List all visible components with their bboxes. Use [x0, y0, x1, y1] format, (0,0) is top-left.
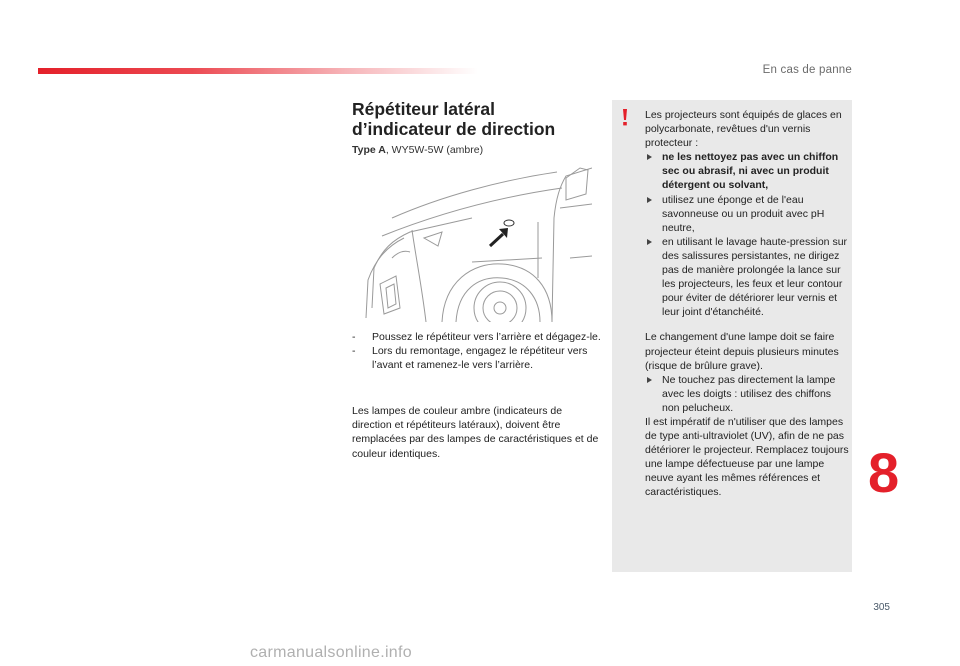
bullet-arrow-icon: [647, 154, 652, 160]
arrow-icon: [490, 228, 508, 246]
section-title-line1: Répétiteur latéral: [352, 99, 495, 119]
warning-paragraph: Il est impératif de n'utiliser que des lampes de type anti-ultraviolet (UV), afin de ne pas détériorer le projecteur. Remplacez toujours une lampe défectueuse par une lampe neuve ayant les mêmes références et caractéristiques.: [645, 415, 849, 499]
instruction-step: [352, 344, 602, 372]
header-accent-bar: [38, 68, 478, 74]
bullet-arrow-icon: [647, 377, 652, 383]
bullet-arrow-icon: [647, 239, 652, 245]
chapter-title: En cas de panne: [762, 64, 852, 76]
warning-intro: Les projecteurs sont équipés de glaces en polycarbonate, revêtues d'un vernis protecteur :: [645, 109, 842, 150]
warning-bullet-text: en utilisant le lavage haute-pression sur des salissures persistantes, ne dirigez pas de manière prolongée la lance sur les projecteurs, les feux et leur contour pour éviter de détériorer leur vernis et leur joint d'étanchéité.: [662, 235, 848, 319]
page-number: 305: [873, 602, 890, 613]
exclamation-icon: [620, 108, 630, 126]
warning-bullet: [645, 193, 850, 235]
warning-bullet: [645, 150, 850, 192]
warning-bullet: [645, 373, 850, 415]
bulb-type-label: Type A: [352, 144, 386, 156]
warning-bullet-text: utilisez une éponge et de l'eau savonneuse ou un produit avec pH neutre,: [662, 193, 825, 234]
step-dash: -: [352, 345, 356, 357]
section-title: [352, 99, 602, 139]
section-title-line2: d’indicateur de direction: [352, 119, 556, 139]
warning-bullet-text: Ne touchez pas directement la lampe avec les doigts : utilisez des chiffons non pelucheux.: [662, 373, 836, 414]
instruction-step: [352, 330, 602, 344]
bulb-type-value: , WY5W-5W (ambre): [385, 144, 484, 156]
warning-text: [645, 108, 850, 500]
amber-lamps-paragraph: Les lampes de couleur ambre (indicateurs de direction et répétiteurs latéraux), doivent être remplacées par des lampes de caractéristiques et de couleur identiques.: [352, 405, 599, 460]
warning-bullet-text: ne les nettoyez pas avec un chiffon sec ou abrasif, ni avec un produit détergent ou solvant,: [662, 151, 839, 192]
step-dash: -: [352, 331, 356, 343]
bulb-type: [352, 144, 483, 156]
step-text: Poussez le répétiteur vers l’arrière et dégagez-le.: [372, 331, 601, 343]
step-text: Lors du remontage, engagez le répétiteur vers l’avant et ramenez-le vers l’arrière.: [372, 345, 588, 371]
vehicle-side-repeater-illustration: [352, 158, 592, 322]
bullet-arrow-icon: [647, 197, 652, 203]
chapter-number: 8: [868, 441, 900, 504]
watermark: carmanualsonline.info: [250, 644, 412, 661]
instruction-steps: [352, 330, 602, 372]
van-front-wing-drawing: [352, 158, 592, 322]
warning-bullet: [645, 235, 850, 320]
warning-paragraph: Le changement d'une lampe doit se faire projecteur éteint depuis plusieurs minutes (risque de brûlure grave).: [645, 331, 839, 372]
